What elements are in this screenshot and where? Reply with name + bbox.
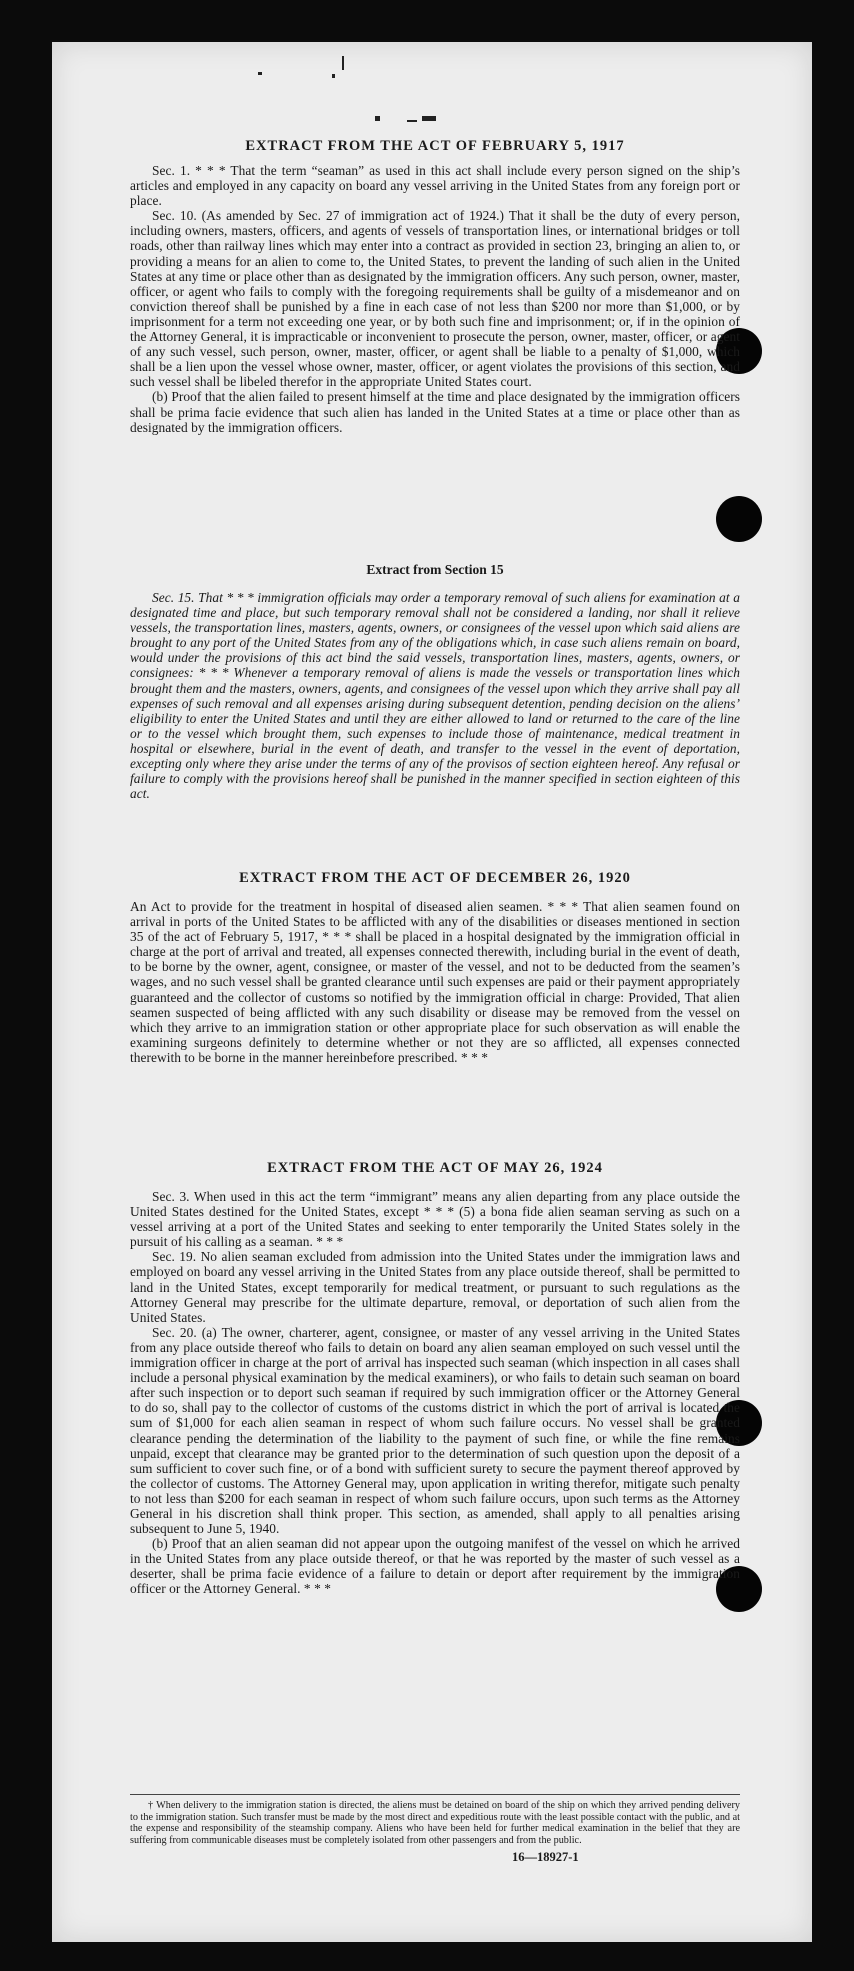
paragraph-sec-10: Sec. 10. (As amended by Sec. 27 of immigration act of 1924.) That it shall be the duty of every person, including owners, masters, officers, and agents of vessels of transportation lines, or international bridges or toll roads, other than railway lines which may enter into a contract as provided in section 23, bringing an alien to, or providing a means for an alien to come to, the United States, to prevent the landing of such alien in the United States at any time or place other than as designated by the immigration officers. Any such person, owner, master, officer, or agent who fails to comply with the foregoing requirements shall be guilty of a misdemeanor and on conviction thereof shall be punished by a fine in each case of not less than $200 nor more than $1,000, or by imprisonment for a term not exceeding one year, or by both such fine and imprisonment; or, if in the opinion of the Attorney General, it is impracticable or inconvenient to prosecute the person, owner, master, officer, or agent of any such vessel, such person, owner, master, officer, or agent shall be liable to a penalty of $1,000, which shall be a lien upon the vessel whose owner, master, officer, or agent violates the provisions of this section, and such vessel shall be libeled therefor in the appropriate United States court. — [130, 208, 740, 390]
punch-hole — [716, 496, 762, 542]
ink-smudge — [422, 116, 436, 121]
section-act-1924 — [130, 1160, 740, 1597]
section-heading: EXTRACT FROM THE ACT OF MAY 26, 1924 — [267, 1160, 603, 1176]
paragraph-sec-3: Sec. 3. When used in this act the term “immigrant” means any alien departing from any place outside the United States destined for the United States, except * * * (5) a bona fide alien seaman serving as such on a vessel arriving at a port of the United States and seeking to enter temporarily the United States solely in the pursuit of his calling as a seaman. * * * — [130, 1189, 740, 1250]
form-number: 16—18927-1 — [512, 1850, 579, 1864]
paragraph-sec-1: Sec. 1. * * * That the term “seaman” as used in this act shall include every person signed on the ship’s articles and employed in any capacity on board any vessel arriving in the United States from any foreign port or place. — [130, 163, 740, 209]
section-extract-15 — [130, 562, 740, 801]
section-act-1920 — [130, 870, 740, 1065]
paragraph-sec-15: Sec. 15. That * * * immigration officials may order a temporary removal of such aliens for examination at a designated time and place, but such temporary removal shall not be considered a landing, nor shall it relieve vessels, the transportation lines, masters, agents, owners, or consignees of the vessel upon which said aliens are brought to any port of the United States from any of the obligations which, in case such aliens remain on board, would under the provisions of this act bind the said vessels, transportation lines, masters, agents, owners, or consignees: * * * Whenever a temporary removal of aliens is made the vessels or transportation lines which brought them and the masters, owners, agents, and consignees of the vessel upon which they arrive shall pay all expenses of such removal and all expenses arising during subsequent detention, pending decision on the aliens’ eligibility to enter the United States and until they are either allowed to land or returned to the care of the line or to the vessel which brought them, such expenses to include those of maintenance, medical treatment in hospital or elsewhere, burial in the event of death, and transfer to the vessel in the event of deportation, excepting only where they arise under the terms of any of the provisos of section eighteen hereof. Any refusal or failure to comply with the provisions hereof shall be punished in the manner specified in section eighteen of this act. — [130, 590, 740, 802]
section-act-1917 — [130, 138, 740, 435]
ink-smudge — [332, 74, 335, 78]
section-heading: EXTRACT FROM THE ACT OF FEBRUARY 5, 1917 — [245, 138, 625, 154]
ink-smudge — [258, 72, 262, 75]
ink-smudge — [375, 116, 380, 121]
footnote-rule — [130, 1794, 740, 1795]
paragraph-sec-20: Sec. 20. (a) The owner, charterer, agent, consignee, or master of any vessel arriving in the United States from any place outside thereof who fails to detain on board any alien seaman employed on such vessel until the immigration officer in charge at the port of arrival has inspected such seaman (which inspection in all cases shall include a personal physical examination by the medical examiners), or who fails to detain such seaman on board after such inspection or to deport such seaman if required by such immigration officer or the Attorney General to do so, shall pay to the collector of customs of the customs district in which the port of arrival is located the sum of $1,000 for each alien seaman in respect of whom such failure occurs. No vessel shall be granted clearance pending the determination of the liability to the payment of such fine, or while the fine remains unpaid, except that clearance may be granted prior to the determination of such question upon the deposit of a sum sufficient to cover such fine, or of a bond with sufficient surety to secure the payment thereof approved by the collector of customs. The Attorney General may, upon application in writing therefor, mitigate such penalty to not less than $200 for each seaman in respect of whom such failure occurs, upon such terms as the Attorney General in his discretion shall think proper. This section, as amended, shall apply to all penalties arising subsequent to June 5, 1940. — [130, 1324, 740, 1537]
ink-smudge — [342, 56, 344, 70]
section-subheading: Extract from Section 15 — [366, 562, 504, 577]
section-heading: EXTRACT FROM THE ACT OF DECEMBER 26, 1920 — [239, 870, 631, 886]
footnote — [130, 1800, 740, 1846]
footnote-text: † When delivery to the immigration station is directed, the aliens must be detained on board of the ship on which they arrived pending delivery to the immigration station. Such transfer must be made by the most direct and expeditious route with the least possible contact with the public, and at the expense and responsibility of the steamship company. Aliens who have been held for further medical examination in the belief that they are suffering from communicable diseases must be completely isolated from other passengers and from the public. — [130, 1800, 740, 1846]
document-page — [52, 42, 812, 1942]
paragraph-sec-19: Sec. 19. No alien seaman excluded from admission into the United States under the immigration laws and employed on board any vessel arriving in the United States from any place outside thereof, shall be permitted to land in the United States, except temporarily for medical treatment, or pursuant to such regulations as the Attorney General may prescribe for the ultimate departure, removal, or deportation of such alien from the United States. — [130, 1249, 740, 1325]
ink-smudge — [407, 120, 417, 122]
paragraph-act-1920: An Act to provide for the treatment in hospital of diseased alien seamen. * * * That alien seamen found on arrival in ports of the United States to be afflicted with any of the disabilities or diseases mentioned in section 35 of the act of February 5, 1917, * * * shall be placed in a hospital designated by the immigration official in charge at the port of arrival and treated, all expenses connected therewith, including burial in the event of death, to be borne by the owner, agent, consignee, or master of the vessel, and not to be deducted from the seamen’s wages, and no such vessel shall be granted clearance until such expenses are paid or their payment appropriately guaranteed and the collector of customs so notified by the immigration official in charge: Provided, That alien seamen suspected of being afflicted with any such disability or disease may be removed from the vessel on which they arrive to an immigration station or other appropriate place for such observation as will enable the examining surgeons definitely to determine whether or not they are so afflicted, all expenses connected therewith to be borne in the manner hereinbefore prescribed. * * * — [130, 899, 740, 1065]
paragraph-sec-20b: (b) Proof that an alien seaman did not appear upon the outgoing manifest of the vessel on which he arrived in the United States from any place outside thereof, or that he was reported by the master of such vessel as a deserter, shall be prima facie evidence of a failure to detain or deport after requirement by the immigration officer or the Attorney General. * * * — [130, 1536, 740, 1597]
paragraph-sec-10b: (b) Proof that the alien failed to present himself at the time and place designated by the immigration officers shall be prima facie evidence that such alien has landed in the United States at a time or place other than as designated by the immigration officers. — [130, 389, 740, 435]
